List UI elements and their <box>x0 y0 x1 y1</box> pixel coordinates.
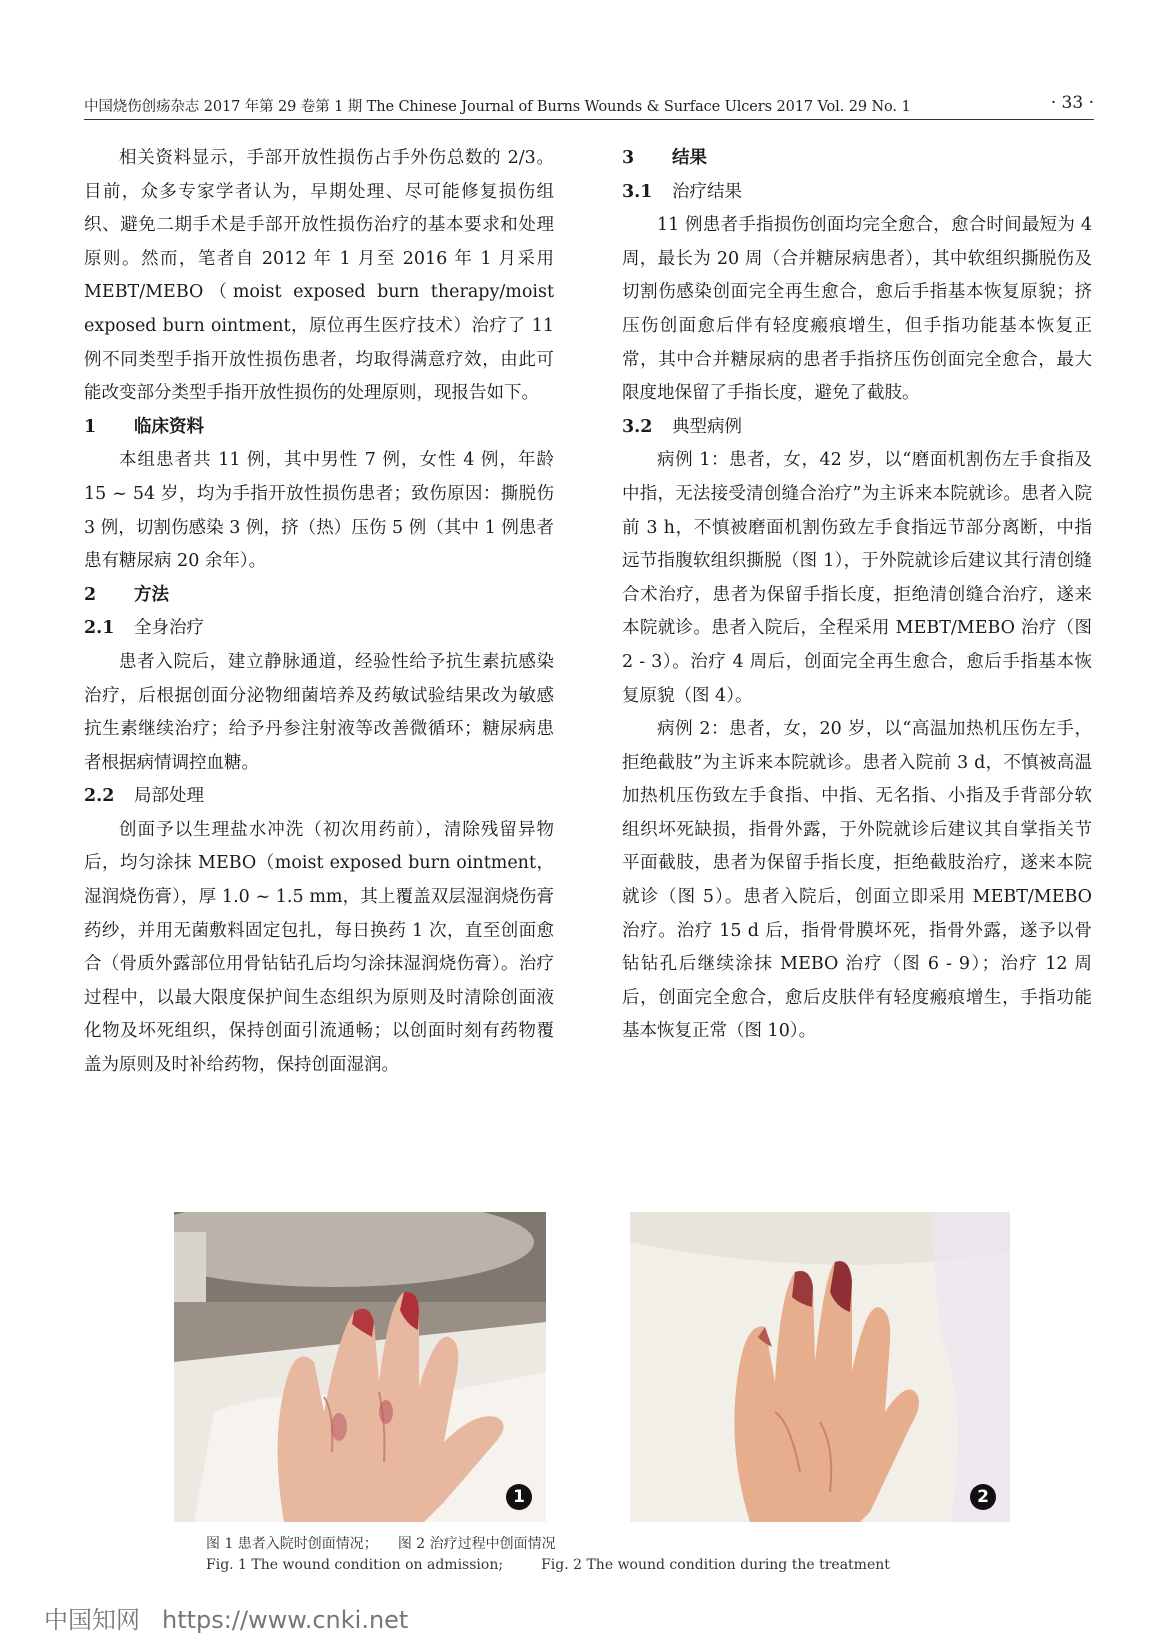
intro-paragraph: 相关资料显示，手部开放性损伤占手外伤总数的 2/3。目前，众多专家学者认为，早期处理、尽可能修复损伤组织、避免二期手术是手部开放性损伤治疗的基本要求和处理原则。然而，笔者自 2012 年 1 月至 2016 年 1 月采用 MEBT/MEBO（moist exposed burn therapy/moist exposed burn ointment，原位再生医疗技术）治疗了 11 例不同类型手指开放性损伤患者，均取得满意疗效，由此可能改变部分类型手指开放性损伤的处理原则，现报告如下。 <box>84 148 554 404</box>
watermark-url[interactable]: https://www.cnki.net <box>162 1606 409 1634</box>
figure-caption-chinese <box>206 1533 576 1553</box>
hand-photo-2 <box>630 1212 1010 1522</box>
figure-1-badge: 1 <box>506 1484 532 1510</box>
section-2-1-heading: 2.1 全身治疗 <box>84 618 204 639</box>
section-1-text: 本组患者共 11 例，其中男性 7 例，女性 4 例，年龄 15 ~ 54 岁，均为手指开放性损伤患者；致伤原因：撕脱伤 3 例，切割伤感染 3 例，挤（热）压伤 5 例（其中 1 例患者患有糖尿病 20 余年）。 <box>84 450 554 572</box>
section-2-2-heading: 2.2 局部处理 <box>84 786 204 807</box>
caption-cn-fig2: 图 2 治疗过程中创面情况 <box>397 1536 556 1552</box>
section-2-heading: 2 方法 <box>84 584 169 605</box>
section-2-2-text: 创面予以生理盐水冲洗（初次用药前），清除残留异物后，均匀涂抹 MEBO（moist exposed burn ointment，湿润烧伤膏），厚 1.0 ~ 1.5 mm，其上覆盖双层湿润烧伤膏药纱，并用无菌敷料固定包扎，每日换药 1 次，直至创面愈合（骨质外露部位用骨钻钻孔后均匀涂抹湿润烧伤膏）。治疗过程中，以最大限度保护间生态组织为原则及时清除创面液化物及坏死组织，保持创面引流通畅；以创面时刻有药物覆盖为原则及时补给药物，保持创面湿润。 <box>84 819 554 1076</box>
left-column <box>84 142 554 1083</box>
caption-en-fig2: Fig. 2 The wound condition during the treatment <box>541 1557 890 1573</box>
case-2-paragraph: 病例 2：患者，女，20 岁，以“高温加热机压伤左手，拒绝截肢”为主诉来本院就诊。患者入院前 3 d，不慎被高温加热机压伤致左手食指、中指、无名指、小指及手背部分软组织坏死缺损，指骨外露，于外院就诊后建议其自掌指关节平面截肢，患者为保留手指长度，拒绝截肢治疗，遂来本院就诊（图 5）。患者入院后，创面立即采用 MEBT/MEBO 治疗。治疗 15 d 后，指骨骨膜坏死，指骨外露，遂予以骨钻钻孔后继续涂抹 MEBO 治疗（图 6 - 9）；治疗 12 周后，创面完全愈合，愈后皮肤伴有轻度瘢痕增生，手指功能基本恢复正常（图 10）。 <box>622 719 1092 1042</box>
section-3-heading: 3 结果 <box>622 148 707 168</box>
section-1-heading: 1 临床资料 <box>84 416 204 437</box>
caption-en-fig1: Fig. 1 The wound condition on admission; <box>206 1557 504 1573</box>
watermark-brand: 中国知网 <box>44 1606 140 1634</box>
running-header <box>84 93 1094 117</box>
section-2-1-text: 患者入院后，建立静脉通道，经验性给予抗生素抗感染治疗，后根据创面分泌物细菌培养及药敏试验结果改为敏感抗生素继续治疗；给予丹参注射液等改善微循环；糖尿病患者根据病情调控血糖。 <box>84 651 554 773</box>
right-column <box>622 142 1092 1049</box>
figure-caption-english <box>206 1557 928 1573</box>
hand-photo-1 <box>174 1212 546 1522</box>
case-1-paragraph: 病例 1：患者，女，42 岁，以“磨面机割伤左手食指及中指，无法接受清创缝合治疗”为主诉来本院就诊。患者入院前 3 h，不慎被磨面机割伤致左手食指远节部分离断，中指远节指腹软组织撕脱（图 1），于外院就诊后建议其行清创缝合术治疗，患者为保留手指长度，拒绝清创缝合治疗，遂来本院就诊。患者入院后，全程采用 MEBT/MEBO 治疗（图 2 - 3）。治疗 4 周后，创面完全再生愈合，愈后手指基本恢复原貌（图 4）。 <box>622 450 1092 706</box>
cnki-watermark <box>44 1600 408 1635</box>
figure-1-photo <box>174 1212 546 1522</box>
caption-cn-fig1: 图 1 患者入院时创面情况； <box>206 1536 378 1552</box>
figure-2-photo <box>630 1212 1010 1522</box>
section-3-1-heading: 3.1 治疗结果 <box>622 181 742 202</box>
page-number: · 33 · <box>1050 93 1094 113</box>
header-rule <box>84 119 1094 120</box>
section-3-1-text: 11 例患者手指损伤创面均完全愈合，愈合时间最短为 4 周，最长为 20 周（合并糖尿病患者），其中软组织撕脱伤及切割伤感染创面完全再生愈合，愈后手指基本恢复原貌；挤压伤创面愈后伴有轻度瘢痕增生，但手指功能基本恢复正常，其中合并糖尿病的患者手指挤压伤创面完全愈合，最大限度地保留了手指长度，避免了截肢。 <box>622 215 1092 404</box>
section-3-2-heading: 3.2 典型病例 <box>622 416 742 437</box>
figure-2-badge: 2 <box>970 1484 996 1510</box>
journal-title: 中国烧伤创疡杂志 2017 年第 29 卷第 1 期 The Chinese Journal of Burns Wounds & Surface Ulcers 2017 Vol. 29 No. 1 <box>84 99 911 115</box>
